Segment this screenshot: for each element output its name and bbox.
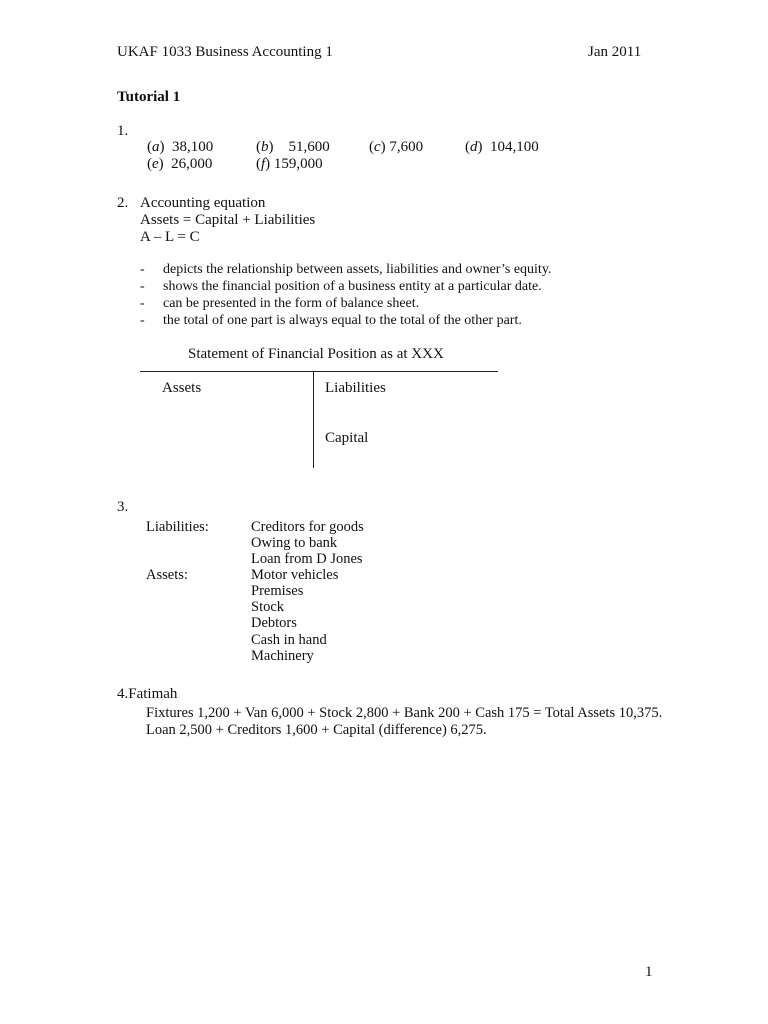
statement-top-rule — [140, 371, 498, 372]
answer-value: 159,000 — [273, 156, 323, 172]
asset-item: Machinery — [251, 648, 314, 664]
page-title: Tutorial 1 — [117, 89, 181, 105]
q4-heading: 4.Fatimah — [117, 686, 178, 702]
answer-label: f — [261, 156, 266, 172]
asset-item: Motor vehicles — [251, 567, 339, 583]
course-title: UKAF 1033 Business Accounting 1 — [117, 44, 333, 60]
q3-number: 3. — [117, 499, 129, 515]
answer-e: (e) 26,000 — [147, 156, 213, 172]
answer-label: a — [152, 139, 160, 155]
answer-label: b — [261, 139, 269, 155]
answer-value: 38,100 — [172, 139, 214, 155]
equation-2: A – L = C — [140, 229, 200, 245]
asset-item: Premises — [251, 583, 304, 599]
header-date: Jan 2011 — [588, 44, 642, 60]
asset-item: Cash in hand — [251, 632, 327, 648]
answer-d: (d) 104,100 — [465, 139, 539, 155]
asset-item: Stock — [251, 599, 285, 615]
answer-c: (c) 7,600 — [369, 139, 424, 155]
answer-label: d — [470, 139, 478, 155]
liabilities-label: Liabilities: — [146, 519, 209, 535]
statement-divider — [313, 371, 314, 468]
answer-value: 7,600 — [389, 139, 424, 155]
statement-capital-label: Capital — [325, 430, 369, 446]
page-number: 1 — [645, 964, 653, 980]
statement-assets-label: Assets — [162, 380, 202, 396]
assets-label: Assets: — [146, 567, 188, 583]
statement-liabilities-label: Liabilities — [325, 380, 386, 396]
answer-label: e — [152, 156, 159, 172]
liability-item: Loan from D Jones — [251, 551, 363, 567]
q2-number: 2. — [117, 195, 129, 211]
q4-line-2: Loan 2,500 + Creditors 1,600 + Capital (difference) 6,275. — [146, 722, 487, 738]
equation-1: Assets = Capital + Liabilities — [140, 212, 316, 228]
statement-title: Statement of Financial Position as at XXX — [188, 346, 444, 362]
q1-number: 1. — [117, 123, 129, 139]
answer-value: 104,100 — [490, 139, 539, 155]
answer-f: (f) 159,000 — [256, 156, 323, 172]
answer-value: 26,000 — [171, 156, 213, 172]
answer-b: (b) 51,600 — [256, 139, 330, 155]
answer-value: 51,600 — [288, 139, 330, 155]
q4-line-1: Fixtures 1,200 + Van 6,000 + Stock 2,800 + Bank 200 + Cash 175 = Total Assets 10,375. — [146, 705, 663, 721]
q2-heading: Accounting equation — [140, 195, 266, 211]
liability-item: Creditors for goods — [251, 519, 364, 535]
answer-label: c — [374, 139, 381, 155]
answer-a: (a) 38,100 — [147, 139, 214, 155]
liability-item: Owing to bank — [251, 535, 338, 551]
asset-item: Debtors — [251, 615, 297, 631]
